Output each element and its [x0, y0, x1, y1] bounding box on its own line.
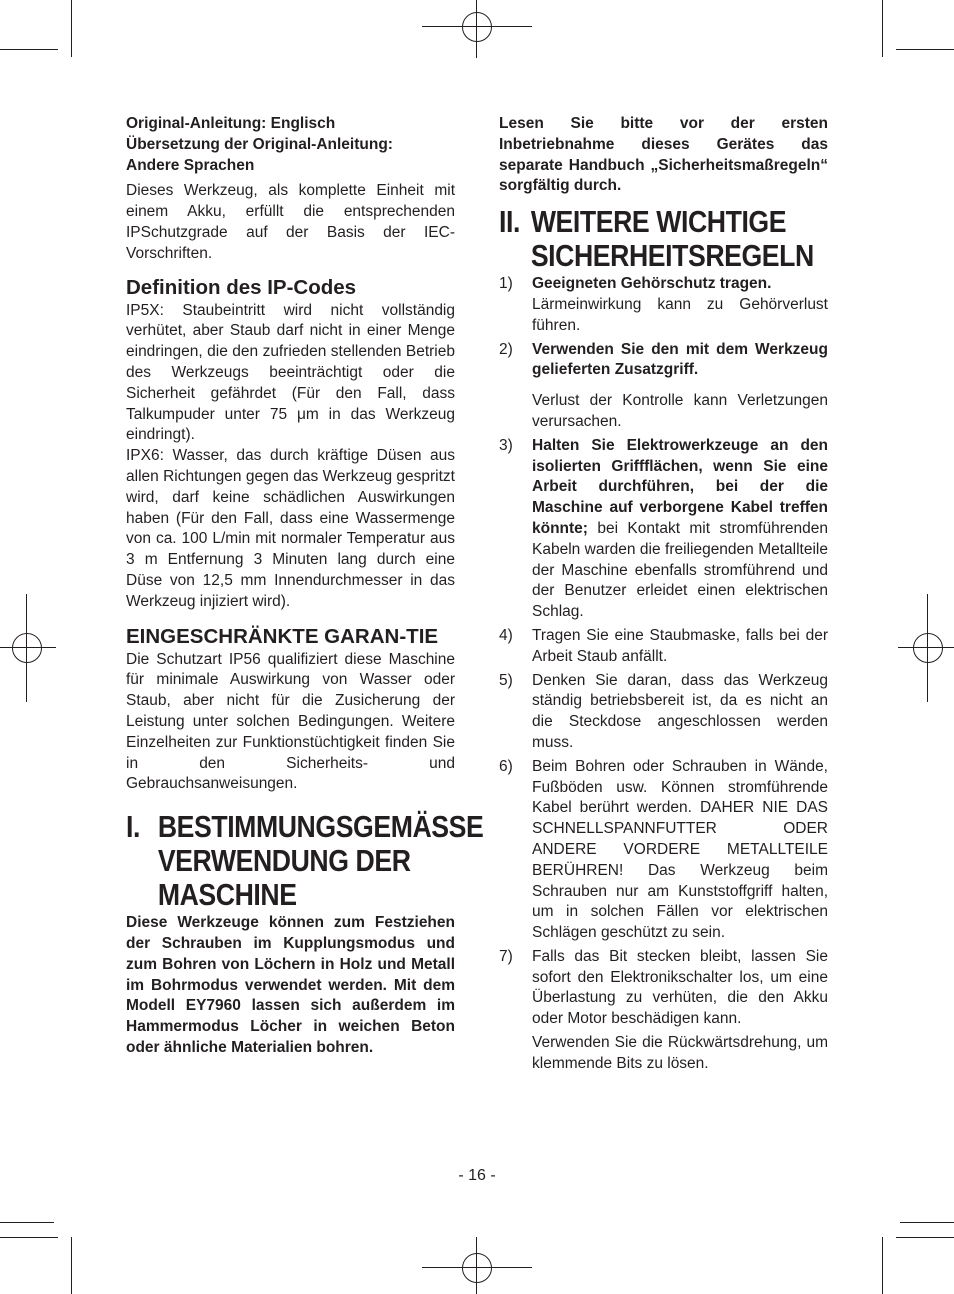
list-item: 6) Beim Bohren oder Schrauben in Wände, Fußböden usw. Können stromführende Kabel berührt werden. DAHER NIE DAS SCHNELLSPANNFUTTER ODER ANDERE VORDERE METALLTEILE BERÜHREN! Das Werkzeug beim Schrauben nur am Kunststoffgriff halten, um in solchen Fällen vor elektrischen Schlägen geschützt zu sein. [499, 757, 828, 942]
list-item: 4) Tragen Sie eine Staubmaske, falls bei der Arbeit Staub anfällt. [499, 626, 828, 665]
list-item: 5) Denken Sie daran, dass das Werkzeug ständig betriebsbereit ist, da es nicht an die Steckdose angeschlossen werden muss. [499, 671, 828, 751]
page-number: - 16 - [458, 1167, 496, 1184]
warranty-paragraph: Die Schutzart IP56 qualifiziert diese Maschine für minimale Auswirkung von Wasser oder Staub, aber nicht für die Zusicherung der Leistung unter solchen Bedingungen. Weitere Einzelheiten zur Funktionstüchtigkeit finden Sie in den Sicherheits- und Gebrauchsanweisungen. [126, 650, 455, 793]
section-1-title: BESTIMMUNGSGEMÄSSE VERWENDUNG DER MASCHINE [157, 809, 484, 913]
intro-paragraph: Dieses Werkzeug, als komplette Einheit mit einem Akku, erfüllt die entsprechenden IPSchutzgrade auf der Basis der IEC-Vorschriften. [126, 182, 455, 262]
origin-heading-line-3: Andere Sprachen [126, 156, 255, 174]
section-1-heading [126, 809, 484, 913]
left-column [126, 114, 484, 1059]
section-1-paragraph: Diese Werkzeuge können zum Festziehen der Schrauben im Kupplungsmodus und zum Bohren von Löchern in Holz und Metall im Bohrmodus verwendet werden. Mit dem Modell EY7960 lassen sich außerdem im Hammermodus Löcher in weichen Beton oder ähnliche Materialien bohren. [126, 914, 455, 1056]
origin-heading-line-2: Übersetzung der Original-Anleitung: [126, 135, 393, 153]
origin-heading-line-1: Original-Anleitung: Englisch [126, 115, 336, 132]
safety-rules-list [499, 274, 828, 1074]
section-1-number: I. [126, 809, 140, 845]
ip-code-heading: Definition des IP-Codes [126, 275, 357, 299]
right-column [499, 114, 828, 1078]
list-item: 2) Verwenden Sie den mit dem Werkzeug gelieferten Zusatzgriff. Verlust der Kontrolle kann Verletzungen verursachen. [499, 340, 828, 430]
list-item: 3) Halten Sie Elektrowerkzeuge an den isolierten Griffflächen, wenn Sie eine Arbeit durchführen, bei der die Maschine auf verborgene Kabel treffen könnte; bei Kontakt mit stromführenden Kabeln warden die freiliegenden Metallteile der Maschine ebenfalls stromführend und der Benutzer erleidet einen elektrischen Schlag. [499, 436, 828, 621]
read-manual-note: Lesen Sie bitte vor der ersten Inbetriebnahme dieses Gerätes das separate Handbuch „Sicherheitsmaßregeln“ sorgfältig durch. [499, 115, 828, 195]
section-2-number: II. [499, 204, 520, 240]
section-2-title: WEITERE WICHTIGE SICHERHEITSREGELN [530, 204, 814, 274]
warranty-heading: EINGESCHRÄNKTE GARAN-TIE [126, 624, 439, 648]
list-item: 7) Falls das Bit stecken bleibt, lassen Sie sofort den Elektronikschalter los, um eine Überlastung zu verhüten, die den Akku oder Motor beschädigen kann. Verwenden Sie die Rückwärtsdrehung, um klemmende Bits zu lösen. [499, 947, 828, 1072]
ipx6-paragraph: IPX6: Wasser, das durch kräftige Düsen aus allen Richtungen gegen das Werkzeug gespritzt wird, darf keine schädlichen Auswirkungen haben (Für den Fall, dass eine Wassermenge von ca. 100 L/min mit normaler Temperatur aus 3 m Entfernung 3 Minuten lang durch eine Düse von 12,5 mm Innendurchmesser in das Werkzeug injiziert wird). [126, 447, 455, 610]
section-2-heading [499, 205, 828, 273]
list-item: 1) Geeigneten Gehörschutz tragen. Lärmeinwirkung kann zu Gehörverlust führen. [499, 275, 828, 334]
ip5x-paragraph: IP5X: Staubeintritt wird nicht vollständig verhütet, aber Staub darf nicht in einer Menge eindringen, die den zufrieden stellenden Betrieb des Werkzeugs beeinträchtigt oder die Sicherheit gefährdet (Für den Fall, dass Talkumpuder unter 75 μm in das Werkzeug eindringt). [126, 301, 455, 444]
